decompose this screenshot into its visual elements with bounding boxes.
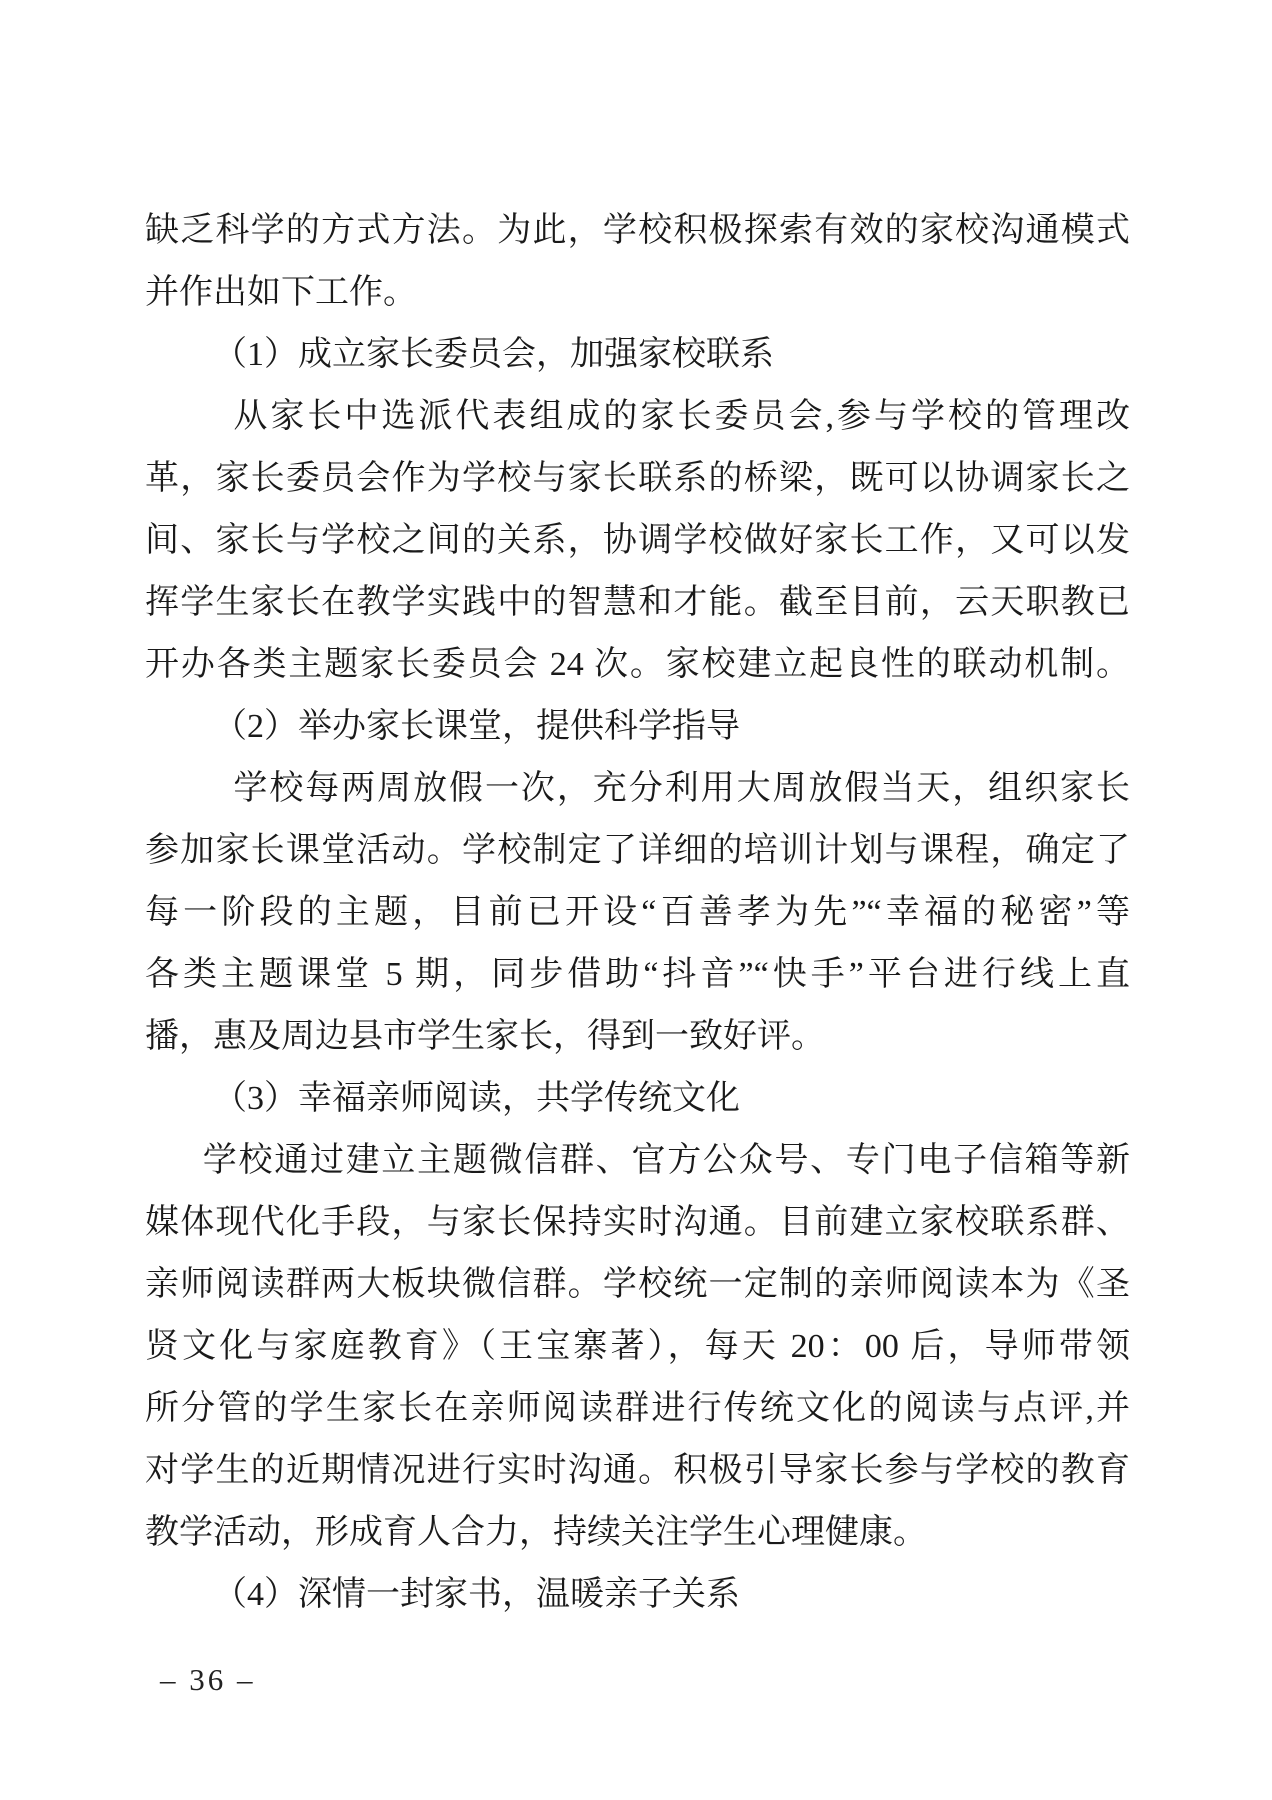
text-line: 开办各类主题家长委员会 24 次。家校建立起良性的联动机制。	[145, 646, 1130, 683]
text-line: 挥学生家长在教学实践中的智慧和才能。截至目前，云天职教已	[145, 584, 1130, 621]
text-line: 各类主题课堂 5 期，同步借助“抖音”“快手”平台进行线上直	[145, 956, 1130, 993]
text-line: 每一阶段的主题，目前已开设“百善孝为先”“幸福的秘密”等	[145, 894, 1130, 931]
text-line: 教学活动，形成育人合力，持续关注学生心理健康。	[145, 1514, 927, 1551]
text-line: 革，家长委员会作为学校与家长联系的桥梁，既可以协调家长之	[145, 460, 1130, 497]
text-line: 学校每两周放假一次，充分利用大周放假当天，组织家长	[233, 770, 1130, 807]
text-line: 贤文化与家庭教育》（王宝寨著），每天 20：00 后，导师带领	[145, 1328, 1130, 1365]
text-line: 亲师阅读群两大板块微信群。学校统一定制的亲师阅读本为《圣	[145, 1266, 1130, 1303]
text-line: 参加家长课堂活动。学校制定了详细的培训计划与课程，确定了	[145, 832, 1130, 869]
section-heading: （1）成立家长委员会，加强家校联系	[213, 336, 774, 373]
section-heading: （2）举办家长课堂，提供科学指导	[213, 708, 740, 745]
text-line: 缺乏科学的方式方法。为此，学校积极探索有效的家校沟通模式	[145, 212, 1130, 249]
text-line: 从家长中选派代表组成的家长委员会,参与学校的管理改	[233, 398, 1130, 435]
section-heading: （3）幸福亲师阅读，共学传统文化	[213, 1080, 740, 1117]
section-heading: （4）深情一封家书，温暖亲子关系	[213, 1576, 740, 1613]
text-line: 并作出如下工作。	[145, 274, 417, 311]
text-line: 间、家长与学校之间的关系，协调学校做好家长工作，又可以发	[145, 522, 1130, 559]
page-number: – 36 –	[160, 1662, 256, 1697]
text-line: 播，惠及周边县市学生家长，得到一致好评。	[145, 1018, 825, 1055]
document-content	[145, 200, 1130, 1626]
text-line: 对学生的近期情况进行实时沟通。积极引导家长参与学校的教育	[145, 1452, 1130, 1489]
text-line: 学校通过建立主题微信群、官方公众号、专门电子信箱等新	[202, 1142, 1130, 1179]
text-line: 媒体现代化手段，与家长保持实时沟通。目前建立家校联系群、	[145, 1204, 1130, 1241]
text-line: 所分管的学生家长在亲师阅读群进行传统文化的阅读与点评,并	[145, 1390, 1130, 1427]
